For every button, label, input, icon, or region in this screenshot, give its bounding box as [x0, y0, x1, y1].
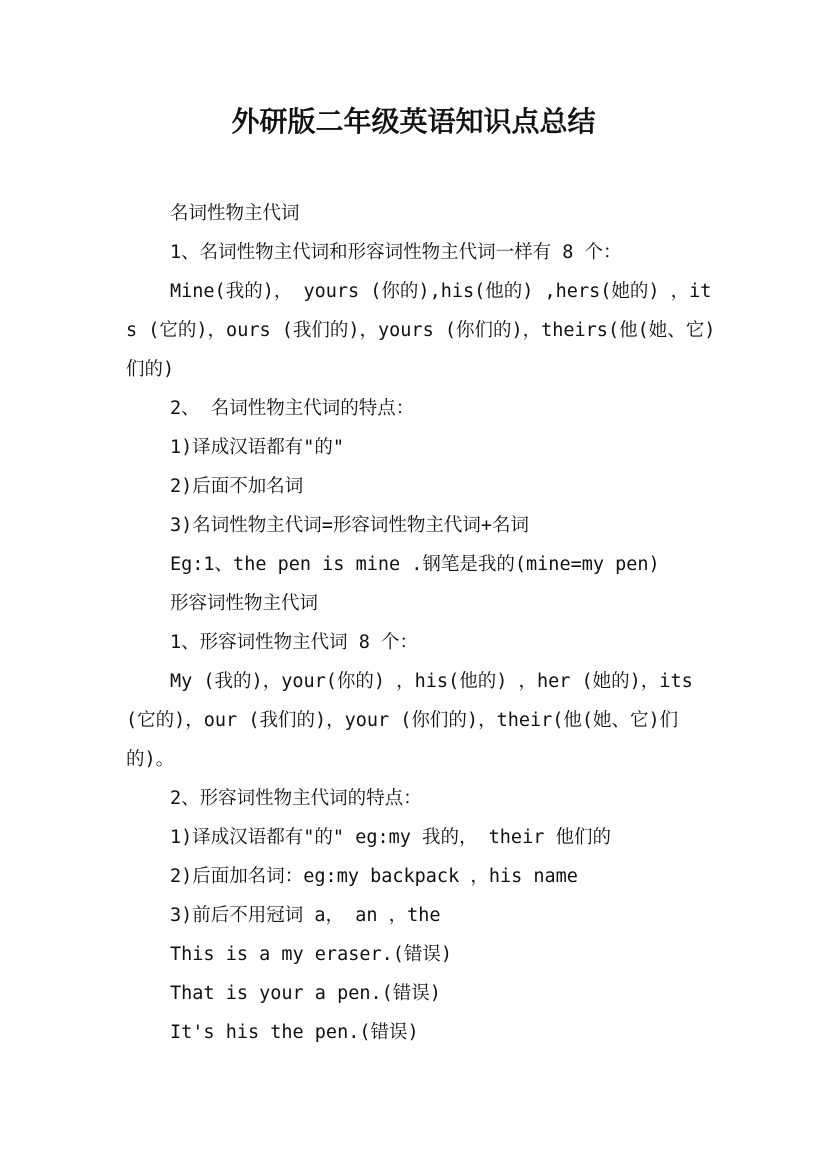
paragraph: Mine(我的)， yours (你的),his(他的) ,hers(她的) ，its (它的)，ours (我们的)，yours (你们的)，theirs(他(她、它)们的)	[126, 281, 716, 380]
paragraph: 1)译成汉语都有"的"	[170, 437, 345, 458]
example-sentence: That is your a pen.(错误)	[170, 983, 441, 1004]
document-body	[126, 194, 718, 1052]
paragraph: 3)名词性物主代词=形容词性物主代词+名词	[170, 515, 530, 536]
document-title: 外研版二年级英语知识点总结	[231, 105, 596, 138]
paragraph: 2、 名词性物主代词的特点：	[170, 398, 415, 419]
paragraph: 2)后面加名词：eg:my backpack ，his name	[170, 866, 578, 887]
paragraph: 3)前后不用冠词 a， an ，the	[170, 905, 441, 926]
example-sentence: This is a my eraser.(错误)	[170, 944, 453, 965]
section-heading-possessive-pronoun: 名词性物主代词	[170, 203, 300, 224]
paragraph: 1、名词性物主代词和形容词性物主代词一样有 8 个：	[170, 242, 622, 263]
paragraph: 2、形容词性物主代词的特点：	[170, 788, 422, 809]
section-heading-possessive-adjective: 形容词性物主代词	[170, 593, 319, 614]
example-sentence: It's his the pen.(错误)	[170, 1022, 419, 1043]
paragraph: 2)后面不加名词	[170, 476, 304, 497]
paragraph: Eg:1、the pen is mine .钢笔是我的(mine=my pen)	[170, 554, 660, 575]
paragraph: 1、形容词性物主代词 8 个：	[170, 632, 419, 653]
paragraph: 1)译成汉语都有"的" eg:my 我的， their 他们的	[170, 827, 611, 848]
paragraph: My (我的)，your(你的) ，his(他的) ，her (她的)，its (它的)，our (我们的)，your (你们的)，their(他(她、它)们的)。	[126, 671, 704, 770]
